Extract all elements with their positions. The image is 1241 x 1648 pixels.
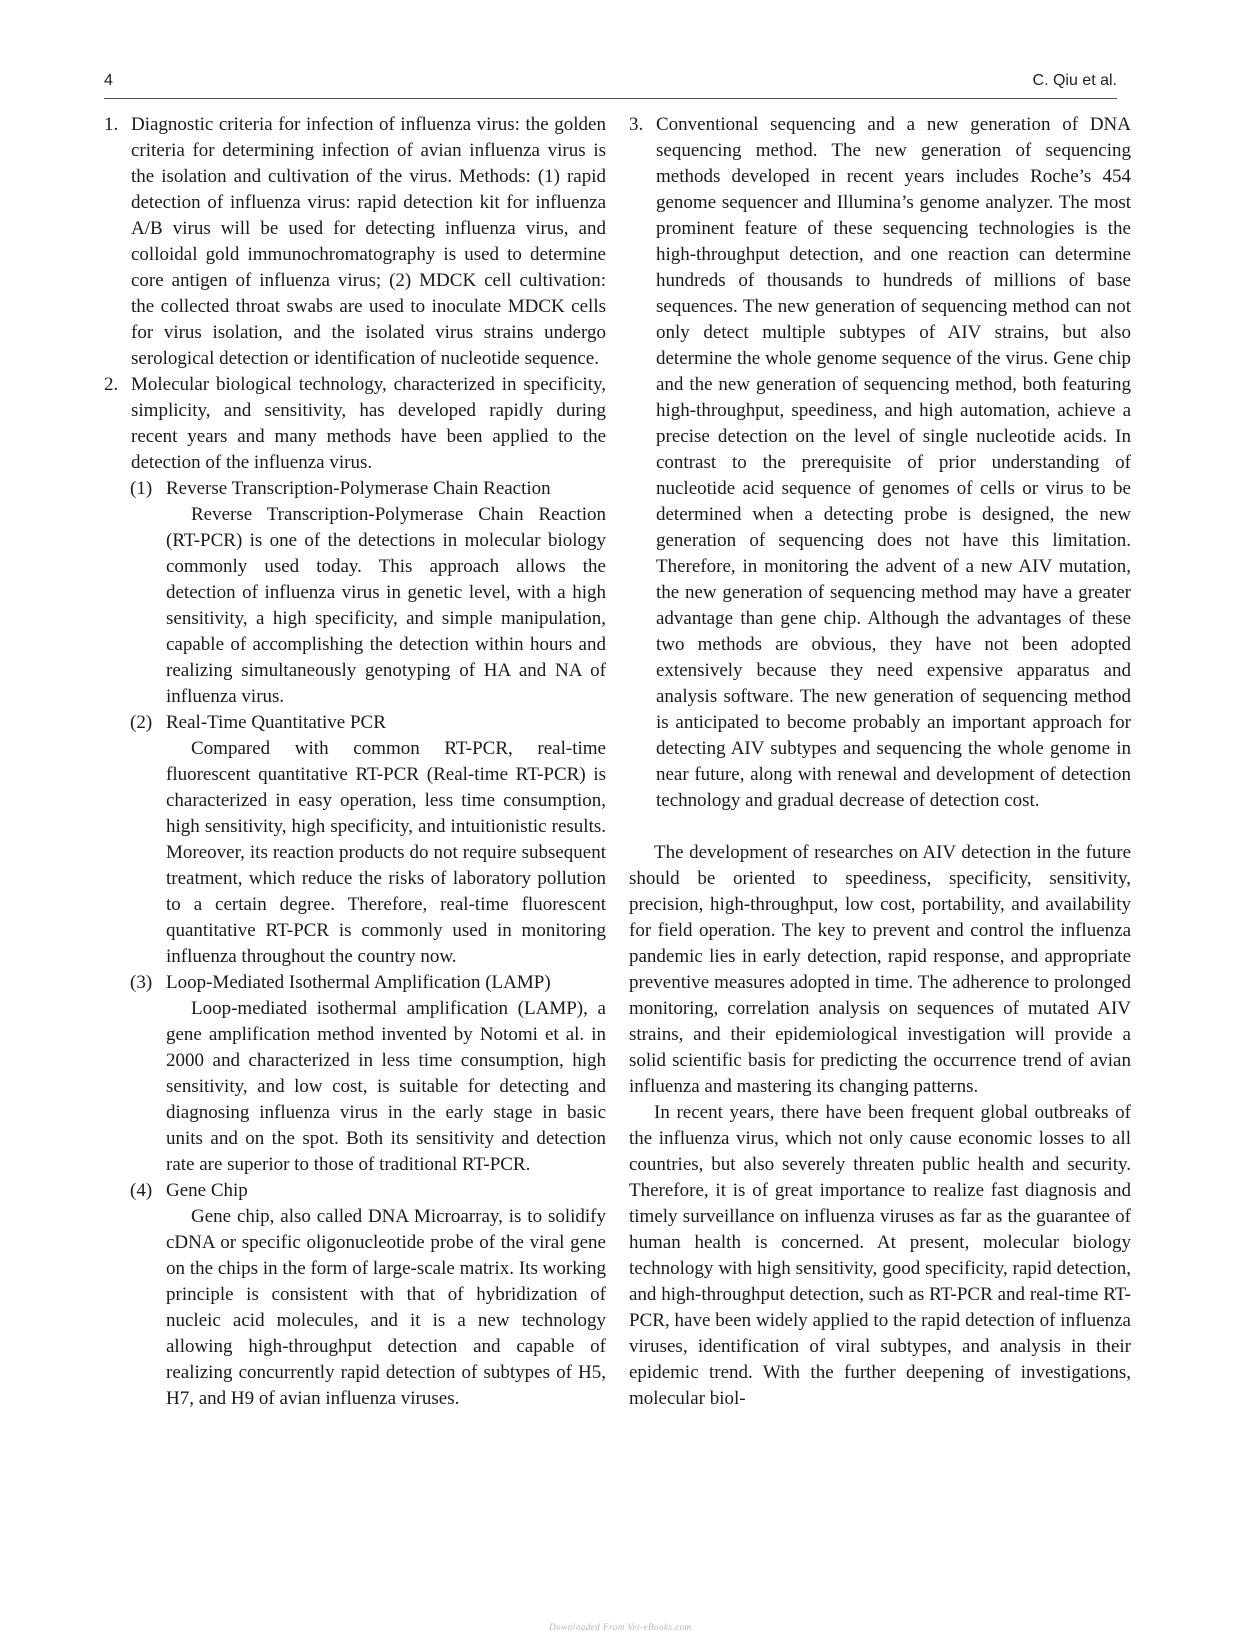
left-column xyxy=(104,112,606,1412)
subitem-real-time-pcr xyxy=(104,710,606,970)
subitem-title: Real-Time Quantitative PCR xyxy=(166,712,386,733)
subitem-title: Loop-Mediated Isothermal Amplification (LAMP) xyxy=(166,972,551,993)
download-watermark: Downloaded From Vet-eBooks.com xyxy=(549,1622,692,1632)
subitem-number: (1) xyxy=(130,478,153,499)
page-number: 4 xyxy=(104,72,113,89)
paragraph-gap xyxy=(629,814,1131,840)
subitem-body: Gene chip, also called DNA Microarray, is to solidify cDNA or specific oligonucleotide probe of the viral gene on the chips in the form of large-scale matrix. Its working principle is consistent with that of hybridization of nucleic acid molecules, and it is a new technology allowing high-throughput detection and capable of realizing concurrently rapid detection of subtypes of H5, H7, and H9 of avian influenza viruses. xyxy=(166,1206,606,1409)
right-column xyxy=(629,112,1131,1412)
subitem-number: (4) xyxy=(130,1180,153,1201)
subitem-title: Reverse Transcription-Polymerase Chain Reaction xyxy=(166,478,551,499)
list-text: Conventional sequencing and a new generation of DNA sequencing method. The new generation of sequencing methods developed in recent years includes Roche’s 454 genome sequencer and Illumina’s genome analyzer. The most prominent feature of these sequencing technologies is the high-throughput detection, and one reaction can determine hundreds of thousands to hundreds of millions of base sequences. The new generation of sequencing method can not only detect multiple subtypes of AIV strains, but also determine the whole genome sequence of the virus. Gene chip and the new generation of sequencing method, both featuring high-throughput, speediness, and high automation, achieve a precise detection on the level of single nucleotide acids. In contrast to the prerequisite of prior understanding of nucleotide acid sequence of genomes of cells or virus to be determined when a detecting probe is designed, the new generation of sequencing does not have this limitation. Therefore, in monitoring the advent of a new AIV mutation, the new generation of sequencing method may have a greater advantage than gene chip. Although the advantages of these two methods are obvious, they have not been adopted extensively because they need expensive apparatus and analysis software. The new generation of sequencing method is anticipated to become probably an important approach for detecting AIV subtypes and sequencing the whole genome in near future, along with renewal and development of detection technology and gradual decrease of detection cost. xyxy=(656,114,1131,811)
list-number: 3. xyxy=(629,114,644,135)
list-item-2 xyxy=(104,372,606,476)
list-text: Molecular biological technology, characterized in specificity, simplicity, and sensitivity, has developed rapidly during recent years and many methods have been applied to the detection of the influenza virus. xyxy=(131,374,606,473)
list-number: 1. xyxy=(104,114,119,135)
list-number: 2. xyxy=(104,374,119,395)
body-paragraph: In recent years, there have been frequent global outbreaks of the influenza virus, which not only cause economic losses to all countries, but also severely threaten public health and security. Therefore, it is of great importance to realize fast diagnosis and timely surveillance on influenza viruses as far as the guarantee of human health is concerned. At present, molecular biology technology with high sensitivity, good specificity, rapid detection, and high-throughput detection, such as RT-PCR and real-time RT-PCR, have been widely applied to the rapid detection of influenza viruses, identification of viral subtypes, and analysis in their epidemic trend. With the further deepening of investigations, molecular biol- xyxy=(629,1102,1131,1409)
subitem-rt-pcr xyxy=(104,476,606,710)
running-head: C. Qiu et al. xyxy=(1032,72,1117,89)
list-text: Diagnostic criteria for infection of influenza virus: the golden criteria for determining infection of avian influenza virus is the isolation and cultivation of the virus. Methods: (1) rapid detection of influenza virus: rapid detection kit for influenza A/B virus will be used for detecting influenza virus, and colloidal gold immunochromatography is used to determine core antigen of influenza virus; (2) MDCK cell cultivation: the collected throat swabs are used to inoculate MDCK cells for virus isolation, and the isolated virus strains undergo serological detection or identification of nucleotide sequence. xyxy=(131,114,606,369)
list-item-3 xyxy=(629,112,1131,814)
list-item-1 xyxy=(104,112,606,372)
subitem-body: Reverse Transcription-Polymerase Chain Reaction (RT-PCR) is one of the detections in molecular biology commonly used today. This approach allows the detection of influenza virus in genetic level, with a high sensitivity, a high specificity, and simple manipulation, capable of accomplishing the detection within hours and realizing simultaneously genotyping of HA and NA of influenza virus. xyxy=(166,504,606,707)
subitem-title: Gene Chip xyxy=(166,1180,248,1201)
body-paragraph: The development of researches on AIV detection in the future should be oriented to speediness, specificity, sensitivity, precision, high-throughput, low cost, portability, and availability for field operation. The key to prevent and control the influenza pandemic lies in early detection, rapid response, and appropriate preventive measures adopted in time. The adherence to prolonged monitoring, correlation analysis on sequences of mutated AIV strains, and their epidemiological investigation will provide a solid scientific basis for predicting the occurrence trend of avian influenza and mastering its changing patterns. xyxy=(629,842,1131,1097)
subitem-body: Compared with common RT-PCR, real-time fluorescent quantitative RT-PCR (Real-time RT-PCR) is characterized in easy operation, less time consumption, high sensitivity, high specificity, and intuitionistic results. Moreover, its reaction products do not require subsequent treatment, which reduce the risks of laboratory pollution to a certain degree. Therefore, real-time fluorescent quantitative RT-PCR is commonly used in monitoring influenza throughout the country now. xyxy=(166,738,606,967)
subitem-gene-chip xyxy=(104,1178,606,1412)
subitem-number: (3) xyxy=(130,972,153,993)
subitem-body: Loop-mediated isothermal amplification (LAMP), a gene amplification method invented by Notomi et al. in 2000 and characterized in less time consumption, high sensitivity, and low cost, is suitable for detecting and diagnosing influenza virus in the early stage in basic units and on the spot. Both its sensitivity and detection rate are superior to those of traditional RT-PCR. xyxy=(166,998,606,1175)
page-header xyxy=(104,68,1117,99)
subitem-number: (2) xyxy=(130,712,153,733)
subitem-lamp xyxy=(104,970,606,1178)
